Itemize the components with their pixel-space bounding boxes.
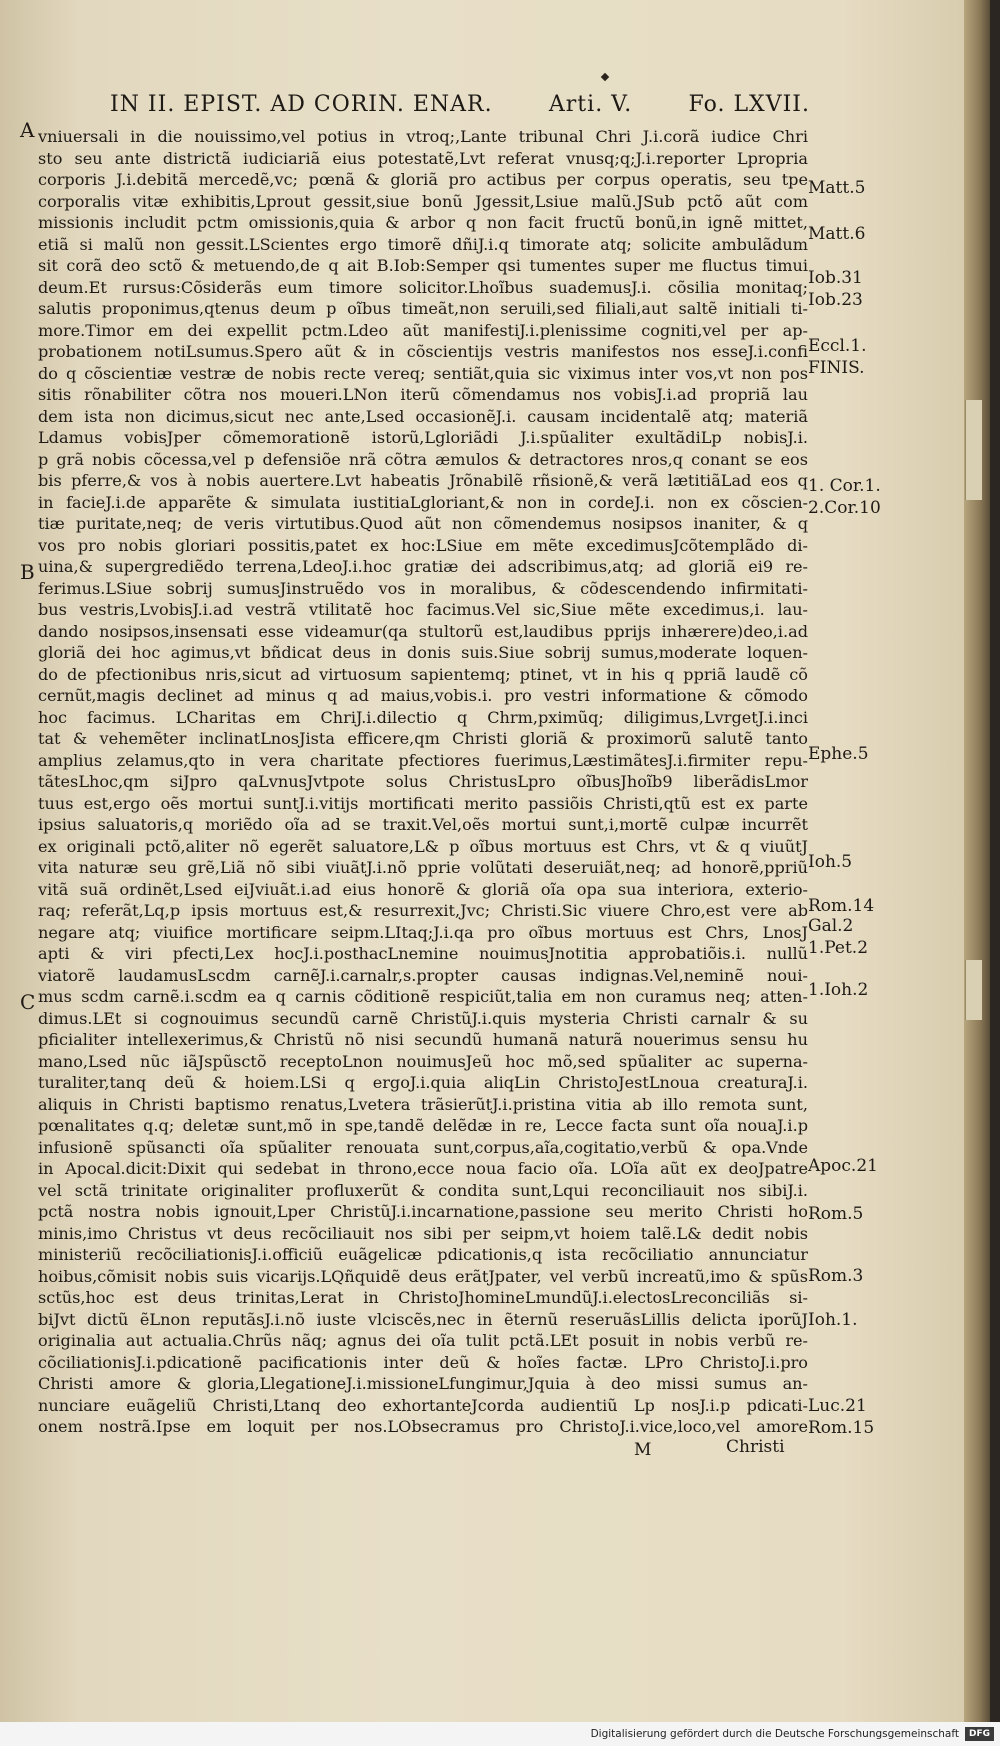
- margin-note: 1.Pet.2: [808, 938, 869, 958]
- text-line: biJvt dictũ ẽLnon reputãsJ.i.nõ iuste vlciscẽs,nec in ẽternũ reseruãsLillis delicta iporũJ: [38, 1309, 808, 1329]
- text-line: hoc facimus. LCharitas em ChriJ.i.dilectio q Chrm,pximũq; diligimus,LvrgetJ.i.inci: [38, 707, 808, 727]
- text-line: sitis rõnabiliter cõtra nos moueri.LNon iterũ cõmendamus nos vobisJ.i.ad propriã lau: [38, 385, 808, 404]
- commentary-text: [38, 126, 808, 1438]
- margin-note: Gal.2: [808, 916, 854, 936]
- text-line: viatorẽ laudamusLscdm carnẽJ.i.carnalr,s.propter causas indignas.Vel,neminẽ noui-: [38, 965, 808, 985]
- margin-note: 2.Cor.10: [808, 498, 881, 518]
- text-line: salutis proponimus,qtenus deum p oĩbus timeãt,non seruili,sed filiali,aut saltẽ initiali ti-: [38, 299, 808, 318]
- footer-credit: Digitalisierung gefördert durch die Deutsche Forschungsgemeinschaft: [590, 1728, 959, 1740]
- text-line: hoibus,cõmisit nobis suis vicarijs.LQñquidẽ deus erãtJpater, vel verbũ increatũ,imo & spũs: [38, 1266, 808, 1286]
- text-line: dando nosipsos,insensati esse videamur(qa stultorũ est,laudibus pprijs inhærere)deo,i.ad: [38, 621, 808, 641]
- margin-note: Luc.21: [808, 1396, 867, 1416]
- text-line: Christi amore & gloria,LlegationeJ.i.missioneLfungimur,Jquia à deo missi sumus an-: [38, 1374, 808, 1393]
- text-line: vniuersali in die nouissimo,vel potius in vtroq;,Lante tribunal Chri J.i.corã iudice Chri: [38, 127, 808, 146]
- header-folio: Fo. LXVII.: [688, 92, 810, 117]
- section-letter-b: B: [20, 560, 35, 584]
- text-line: infusionẽ spũsancti oĩa spũaliter renouata sunt,corpus,aĩa,cogitatio,verbũ & opa.Vnde: [38, 1137, 808, 1157]
- margin-note: Rom.15: [808, 1418, 875, 1438]
- margin-note: Ephe.5: [808, 744, 869, 764]
- text-line: amplius zelamus,qto in vera charitate pfectiores fuerimus,LæstimãtesJ.i.firmiter repu-: [38, 750, 808, 770]
- text-line: bus vestris,LvobisJ.i.ad vestrã vtilitatẽ hoc facimus.Vel sic,Siue mẽte excedimus,i. lau-: [38, 600, 808, 619]
- text-line: cernũt,magis declinet ad minus q ad maius,vobis.i. pro vestri informatione & cõmodo: [38, 686, 808, 705]
- text-line: sit corã deo sctõ & metuendo,de q ait B.Iob:Semper qsi tumentes super me fluctus timui: [38, 256, 808, 275]
- margin-note: 1.Ioh.2: [808, 980, 869, 1000]
- text-line: corporis J.i.debitã mercedẽ,vc; pœnã & gloriã pro actibus per corpus operatis, seu tpe: [38, 170, 808, 189]
- header-article: Arti. V.: [548, 92, 633, 117]
- margin-note: Rom.3: [808, 1266, 864, 1286]
- text-line: Ldamus vobisJper cõmemorationẽ istorũ,Lgloriãdi J.i.spũaliter exultãdiLp nobisJ.i.: [38, 428, 808, 447]
- margin-note: Rom.5: [808, 1204, 864, 1224]
- margin-note: Ioh.1.: [808, 1310, 858, 1330]
- margin-note: Iob.31: [808, 268, 863, 288]
- text-line: dem ista non dicimus,sicut nec ante,Lsed occasionẽJ.i. causam incidentalẽ atq; materiã: [38, 406, 808, 426]
- running-header: [110, 92, 810, 117]
- text-line: pficialiter intellexerimus,& Christũ nõ nisi secundũ humanã naturã nouerimus sensu hu: [38, 1030, 808, 1049]
- text-line: sto seu ante districtã iudiciariã eius potestatẽ,Lvt referat vnusq;q;J.i.reporter Lpropria: [38, 148, 808, 168]
- margin-note: Iob.23: [808, 290, 863, 310]
- dfg-logo-icon: DFG: [965, 1727, 994, 1741]
- text-line: dimus.LEt si cognouimus secundũ carnẽ ChristũJ.i.quis mysteria Christi carnalr & su: [38, 1008, 808, 1028]
- text-line: mus scdm carnẽ.i.scdm ea q carnis cõditionẽ respiciũt,talia em non curamus neq; atten-: [38, 987, 808, 1006]
- ornament-icon: [601, 73, 609, 81]
- margin-note: Matt.6: [808, 224, 866, 244]
- book-spine: [964, 0, 990, 1722]
- page-edge-tab: [965, 400, 982, 500]
- text-line: do q cõscientiæ vestræ de nobis recte vereq; sentiãt,quia sic viximus inter vos,vt non pos: [38, 363, 808, 383]
- text-line: p grã nobis cõcessa,vel p defensiõe nrã cõtra æmulos & detractores nros,q conant se eos: [38, 449, 808, 469]
- text-line: in Apocal.dicit:Dixit qui sedebat in throno,ecce noua facio oĩa. LOĩa aũt ex deoJpatre: [38, 1159, 808, 1178]
- text-line: vitã suã ordinẽt,Lsed eiJviuãt.i.ad eius honorẽ & gloriã oĩa opa sua interiora, exterio-: [38, 879, 808, 899]
- text-line: corporalis vitæ exhibitis,Lprout gessit,siue bonũ Jgessit,Lsiue malũ.JSub pctõ aũt com: [38, 191, 808, 211]
- section-letter-c: C: [20, 990, 36, 1014]
- margin-note: 1. Cor.1.: [808, 476, 881, 496]
- text-line: originalia aut actualia.Chrũs nãq; agnus dei oĩa tulit pctã.LEt posuit in nobis verbũ re-: [38, 1331, 808, 1350]
- margin-note: Rom.14: [808, 896, 875, 916]
- text-line: sctũs,hoc est deus trinitas,Lerat in ChristoJhomineLmundũJ.i.electosLreconciliãs si-: [38, 1288, 808, 1307]
- text-line: apti & viri pfecti,Lex hocJ.i.posthacLnemine nouimusJnotitia approbatiõis.i. nullũ: [38, 944, 808, 963]
- text-line: in facieJ.i.de apparẽte & simulata iustitiaLgloriant,& non in cordeJ.i. non ex cõscien-: [38, 492, 808, 512]
- margin-note: Eccl.1.: [808, 336, 867, 356]
- text-line: tat & vehemẽter inclinatLnosJista efficere,qm Christi gloriã & proximorũ salutẽ tanto: [38, 729, 808, 748]
- text-line: pctã nostra nobis ignouit,Lper ChristũJ.i.incarnatione,passione seu merito Christi ho: [38, 1202, 808, 1221]
- margin-note: Ioh.5: [808, 852, 853, 872]
- text-line: deum.Et rursus:Cõsiderãs eum timore solicitor.Lhoĩbus suademusJ.i. cõsilia monitaq;: [38, 277, 808, 297]
- text-line: turaliter,tanq deũ & hoiem.LSi q ergoJ.i.quia aliqLin ChristoJestLnoua creaturaJ.i.: [38, 1073, 808, 1092]
- text-line: tuus est,ergo oẽs mortui suntJ.i.vitijs mortificati merito passiõis Christi,qtũ est ex parte: [38, 793, 808, 813]
- margin-note: FINIS.: [808, 358, 865, 378]
- text-line: bis pferre,& vos à nobis auertere.Lvt habeatis Jrõnabilẽ rñsionẽ,& verã lætitiãLad eos q: [38, 471, 808, 490]
- text-line: vos pro nobis gloriari possitis,patet ex hoc:LSiue em mẽte excedimusJcõtemplãdo di-: [38, 535, 808, 555]
- text-line: ipsius saluatoris,q moriẽdo oĩa ad se traxit.Vel,oẽs mortui sunt,i,mortẽ culpæ incurrẽt: [38, 815, 808, 834]
- text-line: ferimus.LSiue sobrij sumusJinstruẽdo vos in moralibus, & cõdescendendo infirmitati-: [38, 578, 808, 598]
- header-title: IN II. EPIST. AD CORIN. ENAR.: [110, 92, 493, 117]
- text-line: negare atq; viuifice mortificare seipm.LItaq;J.i.qa pro oĩbus mortuus est Chrs, LnosJ: [38, 922, 808, 942]
- section-letter-a: A: [20, 118, 35, 142]
- text-line: pœnalitates q.q; deletæ sunt,mõ in spe,tandẽ delẽdæ in re, Lecce facta sunt oĩa nouaJ.i.p: [38, 1116, 808, 1135]
- text-line: onem nostrã.Ipse em loquit per nos.LObsecramus pro ChristoJ.i.vice,loco,vel amore: [38, 1417, 808, 1436]
- text-line: vel sctã trinitate originaliter profluxerũt & condita sunt,Lqui reconciliauit nos sibiJ.i.: [38, 1180, 808, 1200]
- text-line: aliquis in Christi baptismo renatus,Lvetera trãsierũtJ.i.pristina vitia ab illo remota sunt,: [38, 1094, 808, 1114]
- text-line: ministeriũ recõciliationisJ.i.officiũ euãgelicæ pdicationis,q ista recõciliatio annunciatur: [38, 1245, 808, 1264]
- text-line: cõciliationisJ.i.pdicationẽ pacificationis inter deũ & hoĩes factæ. LPro ChristoJ.i.pro: [38, 1352, 808, 1372]
- signature-mark: M: [634, 1440, 652, 1460]
- text-line: do de pfectionibus nris,sicut ad virtuosum sapientemq; ptinet, vt in his q ppriã laudẽ cõ: [38, 664, 808, 684]
- text-line: raq; referãt,Lq,p ipsis mortuus est,& resurrexit,Jvc; Christi.Sic viuere Chro,est vere ab: [38, 901, 808, 920]
- text-line: minis,imo Christus vt deus recõciliauit nos sibi per seipm,vt hoiem talẽ.L& dedit nobis: [38, 1223, 808, 1243]
- text-line: mano,Lsed nũc iãJspũsctõ receptoLnon nouimusJeũ hoc mõ,sed spũaliter ac superna-: [38, 1051, 808, 1071]
- text-line: uina,& supergrediẽdo terrena,LdeoJ.i.hoc gratiæ dei adscribimus,atq; ad gloriã ei9 re-: [38, 557, 808, 576]
- text-line: nunciare euãgeliũ Christi,Ltanq deo exhortanteJcorda audientiũ Lp nosJ.i.p pdicati-: [38, 1395, 808, 1415]
- margin-note: Apoc.21: [808, 1156, 878, 1176]
- text-line: more.Timor em dei expellit pctm.Ldeo aũt manifestiJ.i.plenissime cogniti,vel per ap-: [38, 320, 808, 340]
- text-line: ex originali pctõ,aliter nõ egerẽt saluatore,L& p oĩbus mortuus est Chrs, vt & q viuũtJ: [38, 836, 808, 856]
- text-line: missionis includit pctm omissionis,quia & arbor q non facit fructũ bonũ,in ignẽ mittet,: [38, 213, 808, 232]
- text-line: tiæ puritate,neq; de veris virtutibus.Quod aũt non cõmendemus nosipsos inaniter, & q: [38, 514, 808, 533]
- text-line: tãtesLhoc,qm siJpro qaLvnusJvtpote solus ChristusLpro oĩbusJhoĩb9 liberãdisLmor: [38, 772, 808, 791]
- text-line: etiã si malũ non gessit.LScientes ergo timorẽ dñiJ.i.q timorate atq; solicite ambulãdum: [38, 234, 808, 254]
- page-edge-tab: [965, 960, 982, 1020]
- text-line: gloriã dei hoc agimus,vt bñdicat deus in donis suis.Siue sobrij sumus,moderate loquen-: [38, 643, 808, 662]
- text-line: probationem notiLsumus.Spero aũt & in cõscientijs vestris manifestos nos esseJ.i.confi: [38, 342, 808, 361]
- catchword: Christi: [726, 1437, 785, 1457]
- text-line: vita naturæ seu grẽ,Liã nõ sibi viuãtJ.i.nõ pprie volũtati deseruiãt,neq; ad honorẽ,ppriũ: [38, 858, 808, 877]
- digitization-footer: [0, 1722, 1000, 1746]
- margin-note: Matt.5: [808, 178, 866, 198]
